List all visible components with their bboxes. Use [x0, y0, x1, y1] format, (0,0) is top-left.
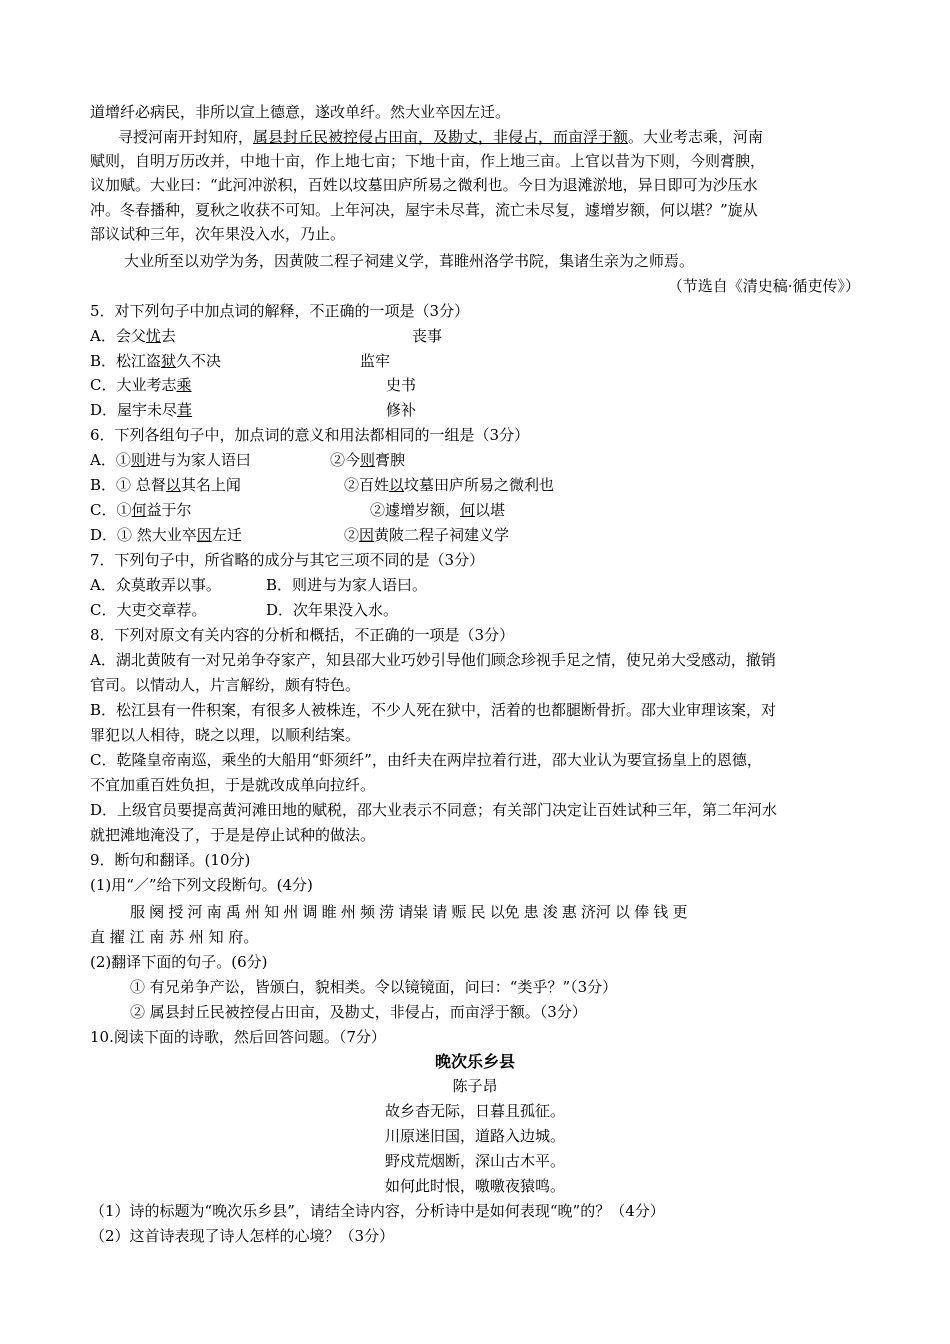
punctuation-exercise-text: 直 擢 江 南 苏 州 知 府。: [90, 928, 259, 946]
question-6-option-d: D．① 然大业卒因左迁 ②因黄陂二程子祠建义学: [90, 526, 510, 544]
question-8-option-a: 官司。以情动人，片言解纷，颇有特色。: [90, 676, 361, 694]
question-5-option-a: A．会父忧去 丧事: [90, 327, 443, 345]
question-6-option-b: B．① 总督以其名上闻 ②百姓以坟墓田庐所易之微利也: [90, 476, 555, 494]
question-8-option-a: A．湖北黄陂有一对兄弟争夺家产，知县邵大业巧妙引导他们顾念珍视手足之情，使兄弟大受感动，撤销: [90, 651, 776, 669]
question-9-sub-2: (2)翻译下面的句子。(6分): [90, 953, 268, 971]
poem-line: 野戍荒烟断，深山古木平。: [384, 1152, 565, 1170]
passage-line: 赋则，自明万历改并，中地十亩，作上地七亩；下地十亩，作上地三亩。上官以昔为下则，今则膏腴，: [90, 152, 766, 170]
question-8-option-c: 不宜加重百姓负担，于是就改成单向拉纤。: [90, 776, 376, 794]
passage-line: 冲。冬春播种，夏秋之收获不可知。上年河决，屋宇未尽葺，流亡未尽复，遽增岁额，何以堪？”旋从: [90, 201, 758, 219]
passage-line: 寻授河南开封知府，属县封丘民被控侵占田亩，及勘丈，非侵占，而亩浮于额。大业考志乘，河南: [118, 128, 764, 146]
poem-line: 故乡杳无际，日暮且孤征。: [384, 1102, 565, 1120]
question-8-stem: 8．下列对原文有关内容的分析和概括，不正确的一项是（3分）: [90, 626, 515, 644]
punctuation-exercise-text: 服 阕 授 河 南 禹 州 知 州 调 睢 州 频 涝 请粜 请 赈 民 以免 患 浚 惠 济河 以 俸 钱 更: [130, 903, 688, 921]
translation-item: ① 有兄弟争产讼，皆颁白，貌相类。令以镜镜面，问曰：“类乎？”（3分）: [130, 978, 618, 996]
poem-line: 如何此时恨，噭噭夜猿鸣。: [384, 1177, 565, 1195]
question-8-option-d: D．上级官员要提高黄河滩田地的赋税，邵大业表示不同意；有关部门决定让百姓试种三年，第二年河水: [90, 801, 778, 819]
translation-item: ② 属县封丘民被控侵占田亩，及勘丈，非侵占，而亩浮于额。（3分）: [130, 1003, 587, 1021]
poem-line: 川原迷旧国，道路入边城。: [384, 1127, 565, 1145]
passage-line: 部议试种三年，次年果没入水，乃止。: [90, 225, 346, 243]
question-5-stem: 5．对下列句子中加点词的解释，不正确的一项是（3分）: [90, 302, 470, 320]
poem-title: 晚次乐乡县: [434, 1052, 515, 1071]
question-6-stem: 6．下列各组句子中，加点词的意义和用法都相同的一组是（3分）: [90, 426, 530, 444]
question-7-options-cd: C．大吏交章荐。 D．次年果没入水。: [90, 601, 399, 619]
question-6-option-c: C．①何益于尔 ②遽增岁额，何以堪: [90, 501, 506, 519]
question-10-sub-1: （1）诗的标题为“晚次乐乡县”，请结全诗内容，分析诗中是如何表现“晚”的？（4分）: [90, 1202, 665, 1220]
question-9-sub-1: (1)用“／”给下列文段断句。(4分): [90, 876, 313, 894]
passage-line: 议加赋。大业曰：“此河冲淤积，百姓以坟墓田庐所易之微利也。今日为退滩淤地，异日即可为沙压水: [90, 176, 758, 194]
question-5-option-c: C．大业考志乘 史书: [90, 376, 417, 394]
question-10-sub-2: （2）这首诗表现了诗人怎样的心境？（3分）: [90, 1227, 395, 1245]
underlined-sentence: 属县封丘民被控侵占田亩，及勘丈，非侵占，而亩浮于额: [253, 128, 629, 146]
question-6-option-a: A．①则进与为家人语曰 ②今则膏腴: [90, 451, 406, 469]
question-7-stem: 7．下列句子中，所省略的成分与其它三项不同的是（3分）: [90, 551, 485, 569]
question-8-option-b: 罪犯以人相待，晓之以理，以顺利结案。: [90, 726, 361, 744]
question-8-option-b: B．松江县有一件积案，有很多人被株连，不少人死在狱中，活着的也都腿断骨折。邵大业审理该案，对: [90, 701, 777, 719]
question-7-options-ab: A．众莫敢弄以事。 B．则进与为家人语曰。: [90, 576, 428, 594]
poem-author: 陈子昂: [452, 1077, 498, 1095]
question-8-option-c: C．乾隆皇帝南巡，乘坐的大船用“虾须纤”，由纤夫在两岸拉着行进，邵大业认为要宣扬皇上的恩德，: [90, 751, 762, 769]
passage-line: 大业所至以劝学为务，因黄陂二程子祠建义学，葺睢州洛学书院，集诸生亲为之师焉。: [124, 252, 695, 270]
question-8-option-d: 就把滩地淹没了，于是是停止试种的做法。: [90, 826, 376, 844]
question-9-stem: 9．断句和翻译。(10分): [90, 851, 251, 869]
question-10-stem: 10.阅读下面的诗歌，然后回答问题。（7分）: [90, 1028, 386, 1046]
question-5-option-b: B．松江盗狱久不决 监牢: [90, 352, 391, 370]
question-5-option-d: D．屋宇未尽葺 修补: [90, 401, 417, 419]
passage-source: （节选自《清史稿·循吏传》）: [667, 277, 860, 295]
passage-line: 道增纤必病民，非所以宣上德意，遂改单纤。然大业卒因左迁。: [90, 103, 511, 121]
